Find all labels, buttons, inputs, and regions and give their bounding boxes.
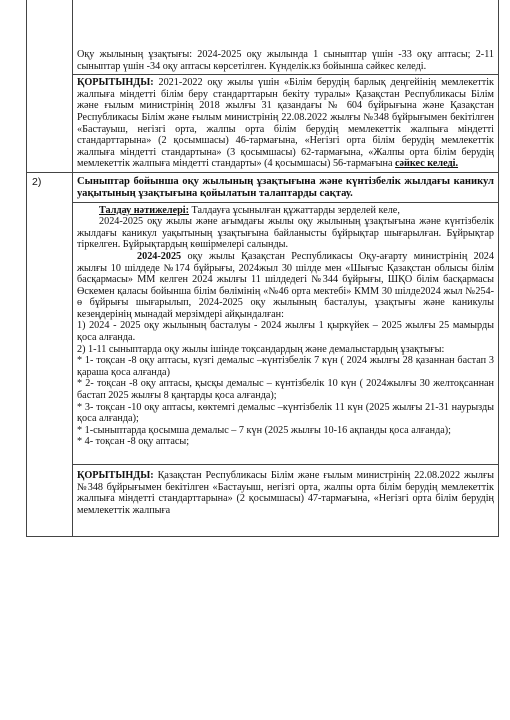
table-row bbox=[27, 0, 499, 172]
requirement-title: Сыныптар бойынша оқу жылының ұзақтығына және күнтізбелік жылдағы каникул уақытының ұзақтығына қойылатын талаптарды сақтау bbox=[77, 175, 494, 199]
analysis-label: Талдау нәтижелері: bbox=[99, 204, 189, 216]
conclusion-text: Қазақстан Республикасы Білім және ғылым министрінің 22.08.2022 жылғы №348 бұйрығымен бекітілген «Бастауыш, негізгі орта, жалпы орта білім берудің мемлекеттік жалпыға міндетті стандарттарына» (2 қосымшасы) 47-тармағына, «Негізгі орта білім берудің мемлекеттік жалпыға bbox=[77, 470, 494, 516]
conclusion-end: сәйкес келеді. bbox=[395, 158, 459, 170]
row-content-cell bbox=[73, 0, 499, 172]
list-item: 1) 2024 - 2025 оқу жылының басталуы - 2024 жылғы 1 қыркүйек – 2025 жылғы 25 мамырды қоса алғанда. bbox=[77, 320, 494, 344]
list-item: * 2- тоқсан -8 оқу аптасы, қысқы демалыс – күнтізбелік 10 күн ( 2024жылғы 30 желтоқсаннан бастап 2025 жылғы 8 қаңтарды қоса алғанда); bbox=[77, 378, 494, 402]
requirement-title-block bbox=[73, 173, 498, 202]
table-row bbox=[27, 172, 499, 536]
analysis-block bbox=[73, 202, 498, 464]
conclusion-text: 2021-2022 оқу жылы үшін «Білім берудің барлық деңгейінің мемлекеттік жалпыға міндетті білім беру стандарттарын бекіту туралы» Қазақстан Республикасы Білім және ғылым министрінің 2018 жылғы 31 қазандағы № 604 бұйрығына және Қазақстан Республикасы Білім және ғылым министрінің 22.08.2022 жылғы №348 бұйрығымен бекітілген «Бастауыш, негізгі орта, жалпы орта білім берудің мемлекеттік жалпыға міндетті стандарттарына» (2 қосымшасы) 46-тармағына, «Негізгі орта білім берудің мемлекеттік жалпыға міндетті стандартына» (3 қосымшасы) 62-тармағына, «Жалпы орта білім берудің мемлекеттік жалпыға міндетті стандарты» (4 қосымшасы) 56-тармағына bbox=[77, 77, 494, 170]
conclusion-label: ҚОРЫТЫНДЫ: bbox=[77, 77, 154, 89]
requirement-title-end: . bbox=[350, 187, 353, 199]
row-number: 2) bbox=[32, 175, 42, 188]
year-duration-text: Оқу жылының ұзақтығы: 2024-2025 оқу жылында 1 сыныптар үшін -33 оқу аптасы; 2-11 сыныптар үшін -34 оқу аптасы көрсетілген. Күнделік.кз бойынша сәйкес келеді. bbox=[77, 49, 494, 72]
analysis-text: Талдауға ұсынылған құжаттарды зерделей келе, bbox=[188, 204, 400, 216]
year-duration-paragraph bbox=[73, 0, 498, 74]
orders-detail-text: оқу жылы Қазақстан Республикасы Оқу-ағарту министрінің 2024 жылғы 10 шілдеде №174 бұйрығы, 2024жыл 30 шілде мен «Шығыс Қазақстан облысы білім басқармасы» ММ келген 2024 жылғы 11 шілдедегі №344 бұйрығы, ШҚО білім басқармасы Өскемен қаласы бойынша білім бөлімінің «№46 орта мектебі» КММ 30 шілде2024 жыл №254-ө бұйрығы шығарылып, 2024-2025 оқу жылының басталуы, ұзақтығы және каникулы кезеңдерінің мынадай мерзімдері айқындалған: bbox=[77, 250, 494, 320]
conclusion-block bbox=[73, 74, 498, 172]
list-item: * 1- тоқсан -8 оқу аптасы, күзгі демалыс –күнтізбелік 7 күн ( 2024 жылғы 28 қазаннан бастап 3 қараша қоса алғанда) bbox=[77, 355, 494, 378]
conclusion-block bbox=[73, 464, 498, 536]
list-item: * 3- тоқсан -10 оқу аптасы, көктемгі демалыс –күнтізбелік 11 күн (2025 жылғы 21-31 наурызды қоса алғанда); bbox=[77, 401, 494, 425]
review-table bbox=[26, 0, 499, 537]
row-number-cell bbox=[27, 0, 73, 172]
orders-paragraph: 2024-2025 оқу жылы және ағымдағы жылы оқу жылының ұзақтығына және күнтізбелік жылдағы каникул уақытының ұзақтығына байланысты бұйрықтар шығарылған. Бұйрықтар тіркелген. Бұйрықтардың көшірмелері салынды. bbox=[77, 216, 494, 251]
conclusion-label: ҚОРЫТЫНДЫ: bbox=[77, 470, 154, 481]
year-bold: 2024-2025 bbox=[137, 250, 182, 262]
row-number-cell bbox=[27, 172, 73, 536]
list-item: * 4- тоқсан -8 оқу аптасы; bbox=[77, 436, 190, 448]
list-item: 2) 1-11 сыныптарда оқу жылы ішінде тоқсандардың және демалыстардың ұзақтығы: bbox=[77, 343, 445, 355]
row-content-cell bbox=[73, 172, 499, 536]
list-item: * 1-сыныптарда қосымша демалыс – 7 күн (2025 жылғы 10-16 ақпанды қоса алғанда); bbox=[77, 424, 452, 436]
